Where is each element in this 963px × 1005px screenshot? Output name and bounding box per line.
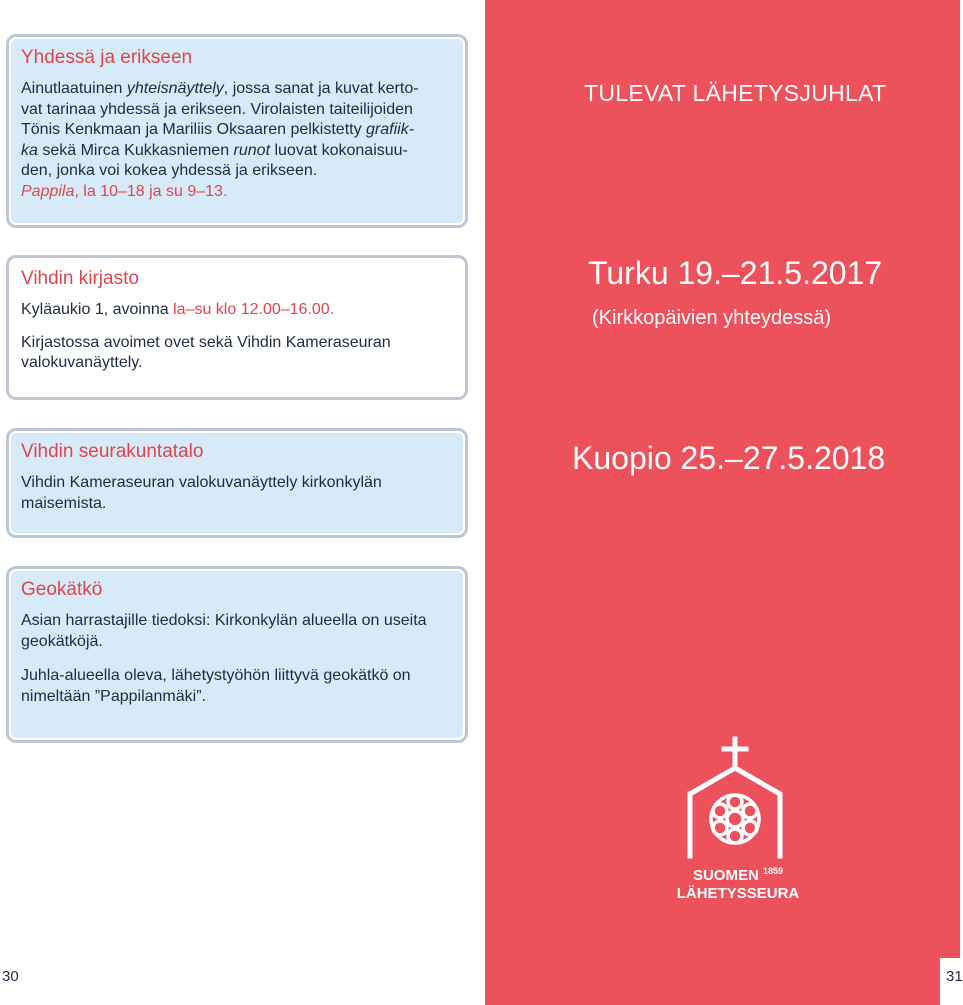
info-box-geokatko: [6, 566, 468, 743]
text-span: grafiik-: [366, 121, 415, 138]
event-time: , la 10–18 ja su 9–13.: [74, 182, 228, 200]
logo-year: 1859: [762, 866, 784, 876]
box-body: Vihdin Kameraseuran valokuvanäyttely kirkonkylän maisemista.: [21, 474, 382, 512]
logo-line1: SUOMEN: [692, 867, 759, 884]
text-span: Tönis Kenkmaan ja Mariliis Oksaaren pelkistetty: [21, 121, 367, 138]
info-box-yhdessa: [6, 34, 468, 228]
event-turku-note: (Kirkkopäivien yhteydessä): [592, 307, 831, 329]
box-title: Vihdin seurakuntatalo: [21, 441, 204, 462]
page-number-right: 31: [946, 968, 963, 985]
box-body: Asian harrastajille tiedoksi: Kirkonkylän alueella on useita geokätköjä.: [21, 612, 427, 650]
opening-hours: la–su klo 12.00–16.00.: [173, 301, 335, 318]
section-heading: TULEVAT LÄHETYSJUHLAT: [584, 80, 887, 106]
page-number-left: 30: [2, 968, 19, 985]
box-title: Vihdin kirjasto: [21, 268, 139, 289]
text-span: yhteisnäyttely: [126, 80, 224, 97]
info-box-seurakuntatalo: [6, 428, 468, 538]
text-span: ka: [21, 141, 38, 159]
logo-wordmark: [668, 862, 808, 903]
text-span: Kyläaukio 1, avoinna: [21, 301, 174, 318]
box-title: Yhdessä ja erikseen: [21, 47, 193, 68]
logo-line2: LÄHETYSSEURA: [676, 885, 800, 902]
event-kuopio: Kuopio 25.–27.5.2018: [572, 440, 886, 476]
text-span: luovat kokonaisuu-: [270, 141, 408, 159]
box-body: Juhla-alueella oleva, lähetystyöhön liittyvä geokätkö on nimeltään ”Pappilanmäki”.: [21, 667, 411, 705]
box-body: Kirjastossa avoimet ovet sekä Vihdin Kameraseuran valokuvanäyttely.: [21, 333, 391, 371]
event-place: Pappila: [21, 182, 75, 200]
text-span: den, jonka voi kokea yhdessä ja erikseen.: [21, 162, 318, 179]
text-span: vat tarinaa yhdessä ja erikseen. Virolaisten taiteilijoiden: [21, 100, 413, 118]
text-span: runot: [233, 141, 271, 159]
box-body: [21, 300, 453, 321]
text-span: Ainutlaatuinen: [21, 80, 127, 97]
box-body: [21, 79, 453, 202]
info-box-kirjasto: [6, 255, 468, 400]
text-span: , jossa sanat ja kuvat kerto-: [223, 80, 419, 97]
event-turku: Turku 19.–21.5.2017: [588, 255, 883, 291]
text-span: sekä Mirca Kukkasniemen: [37, 141, 234, 159]
box-title: Geokätkö: [21, 579, 103, 600]
